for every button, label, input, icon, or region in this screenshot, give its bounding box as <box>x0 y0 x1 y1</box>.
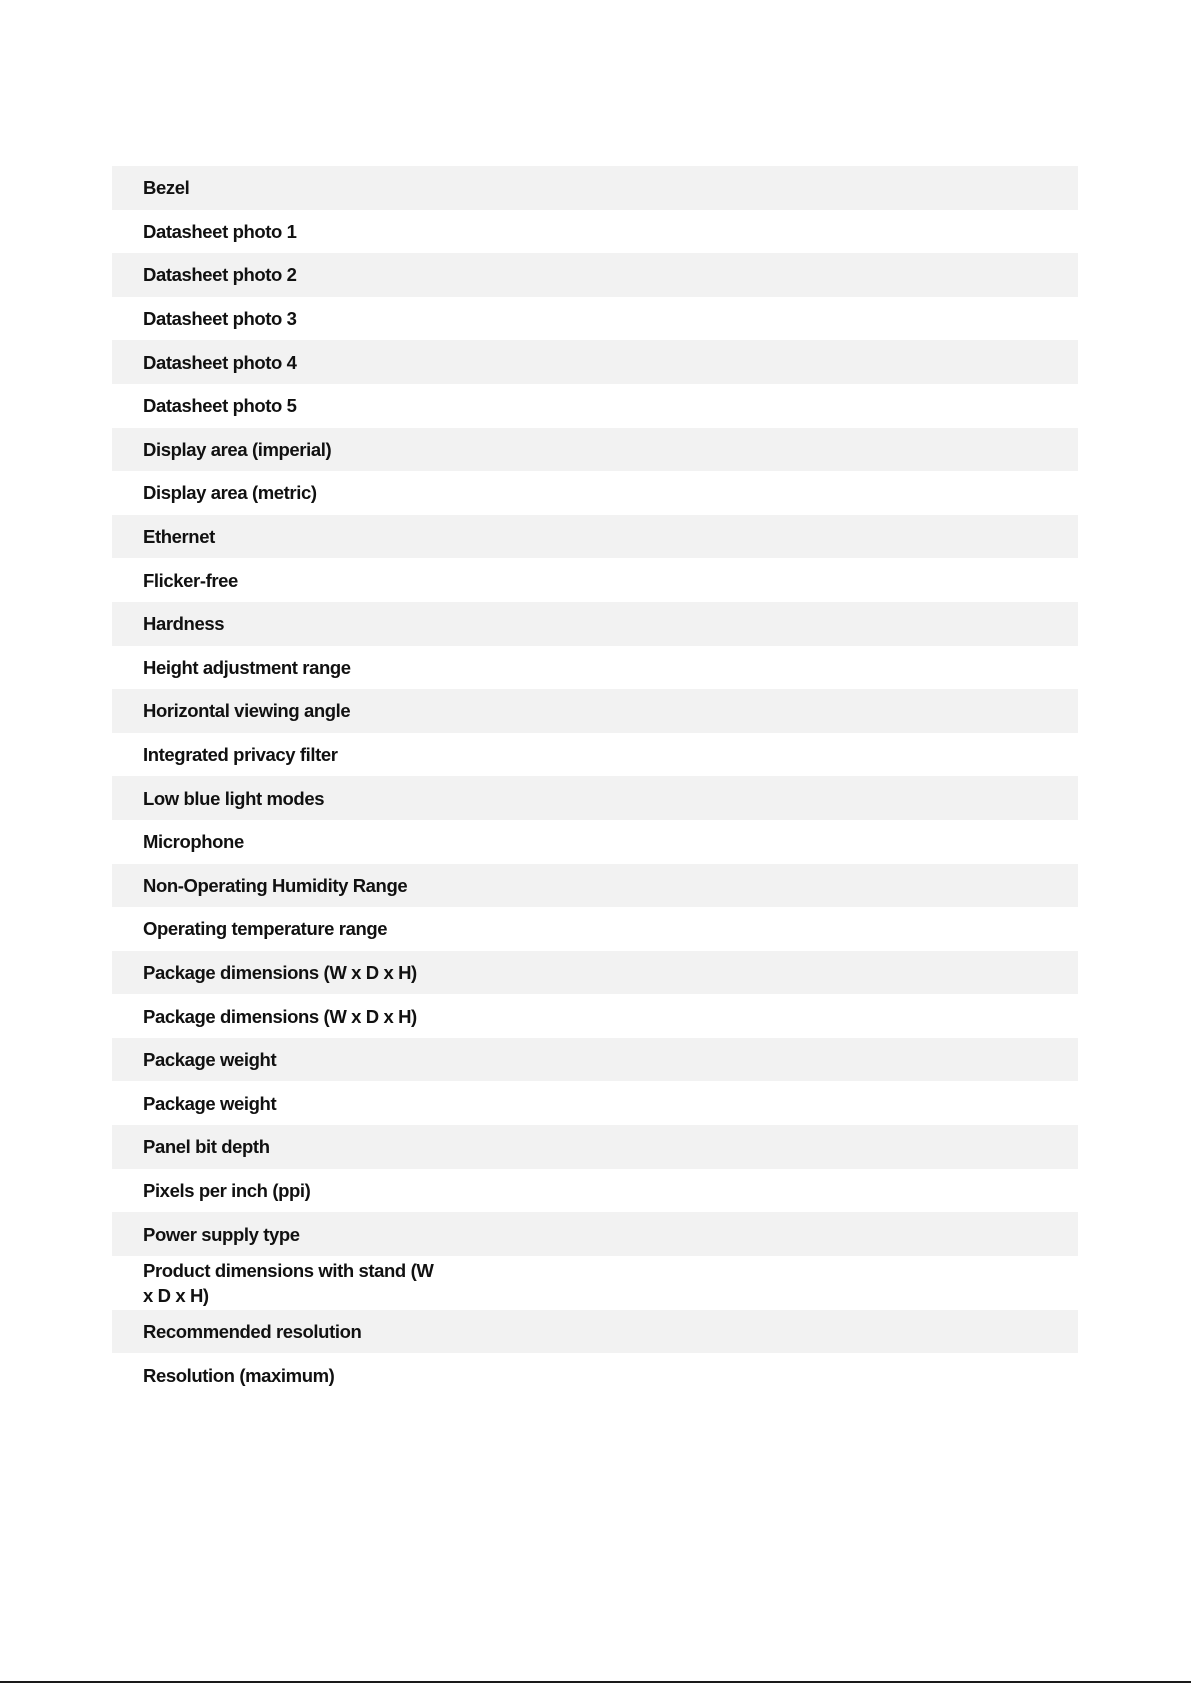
table-row <box>112 253 1078 297</box>
table-row <box>112 689 1078 733</box>
spec-label: Display area (metric) <box>143 482 317 504</box>
spec-label: Integrated privacy filter <box>143 744 338 766</box>
table-row <box>112 776 1078 820</box>
table-row <box>112 907 1078 951</box>
table-row <box>112 340 1078 384</box>
table-row <box>112 733 1078 777</box>
table-row <box>112 1125 1078 1169</box>
table-row <box>112 515 1078 559</box>
table-row <box>112 471 1078 515</box>
table-row <box>112 1169 1078 1213</box>
spec-label: Datasheet photo 4 <box>143 351 297 373</box>
table-row <box>112 1353 1078 1397</box>
spec-label: Resolution (maximum) <box>143 1364 335 1386</box>
spec-label: Low blue light modes <box>143 787 325 809</box>
spec-label: Flicker-free <box>143 569 238 591</box>
spec-table <box>112 166 1078 1397</box>
spec-label: Datasheet photo 2 <box>143 264 297 286</box>
table-row <box>112 951 1078 995</box>
spec-label: Product dimensions with stand (W x D x H) <box>143 1259 434 1306</box>
table-row <box>112 1310 1078 1354</box>
spec-label: Datasheet photo 3 <box>143 308 297 330</box>
spec-label: Package weight <box>143 1092 277 1114</box>
table-row <box>112 994 1078 1038</box>
table-row <box>112 1256 1078 1310</box>
table-row <box>112 646 1078 690</box>
spec-label: Package weight <box>143 1049 277 1071</box>
table-row <box>112 428 1078 472</box>
spec-label: Panel bit depth <box>143 1136 270 1158</box>
table-row <box>112 1212 1078 1256</box>
spec-label: Package dimensions (W x D x H) <box>143 961 417 983</box>
table-row <box>112 297 1078 341</box>
table-row <box>112 210 1078 254</box>
spec-label: Height adjustment range <box>143 656 351 678</box>
table-row <box>112 1038 1078 1082</box>
spec-label: Datasheet photo 1 <box>143 220 297 242</box>
table-row <box>112 602 1078 646</box>
table-row <box>112 864 1078 908</box>
table-row <box>112 384 1078 428</box>
table-row <box>112 820 1078 864</box>
spec-label: Display area (imperial) <box>143 438 332 460</box>
spec-label: Ethernet <box>143 526 215 548</box>
spec-label: Package dimensions (W x D x H) <box>143 1005 417 1027</box>
table-row <box>112 558 1078 602</box>
spec-label: Microphone <box>143 831 244 853</box>
spec-label: Power supply type <box>143 1223 300 1245</box>
spec-label: Datasheet photo 5 <box>143 395 297 417</box>
table-row <box>112 166 1078 210</box>
table-row <box>112 1081 1078 1125</box>
spec-label: Non-Operating Humidity Range <box>143 874 408 896</box>
spec-label: Pixels per inch (ppi) <box>143 1179 311 1201</box>
spec-label: Recommended resolution <box>143 1321 362 1343</box>
spec-label: Bezel <box>143 177 190 199</box>
spec-label: Horizontal viewing angle <box>143 700 351 722</box>
spec-label: Hardness <box>143 613 225 635</box>
spec-label: Operating temperature range <box>143 918 388 940</box>
